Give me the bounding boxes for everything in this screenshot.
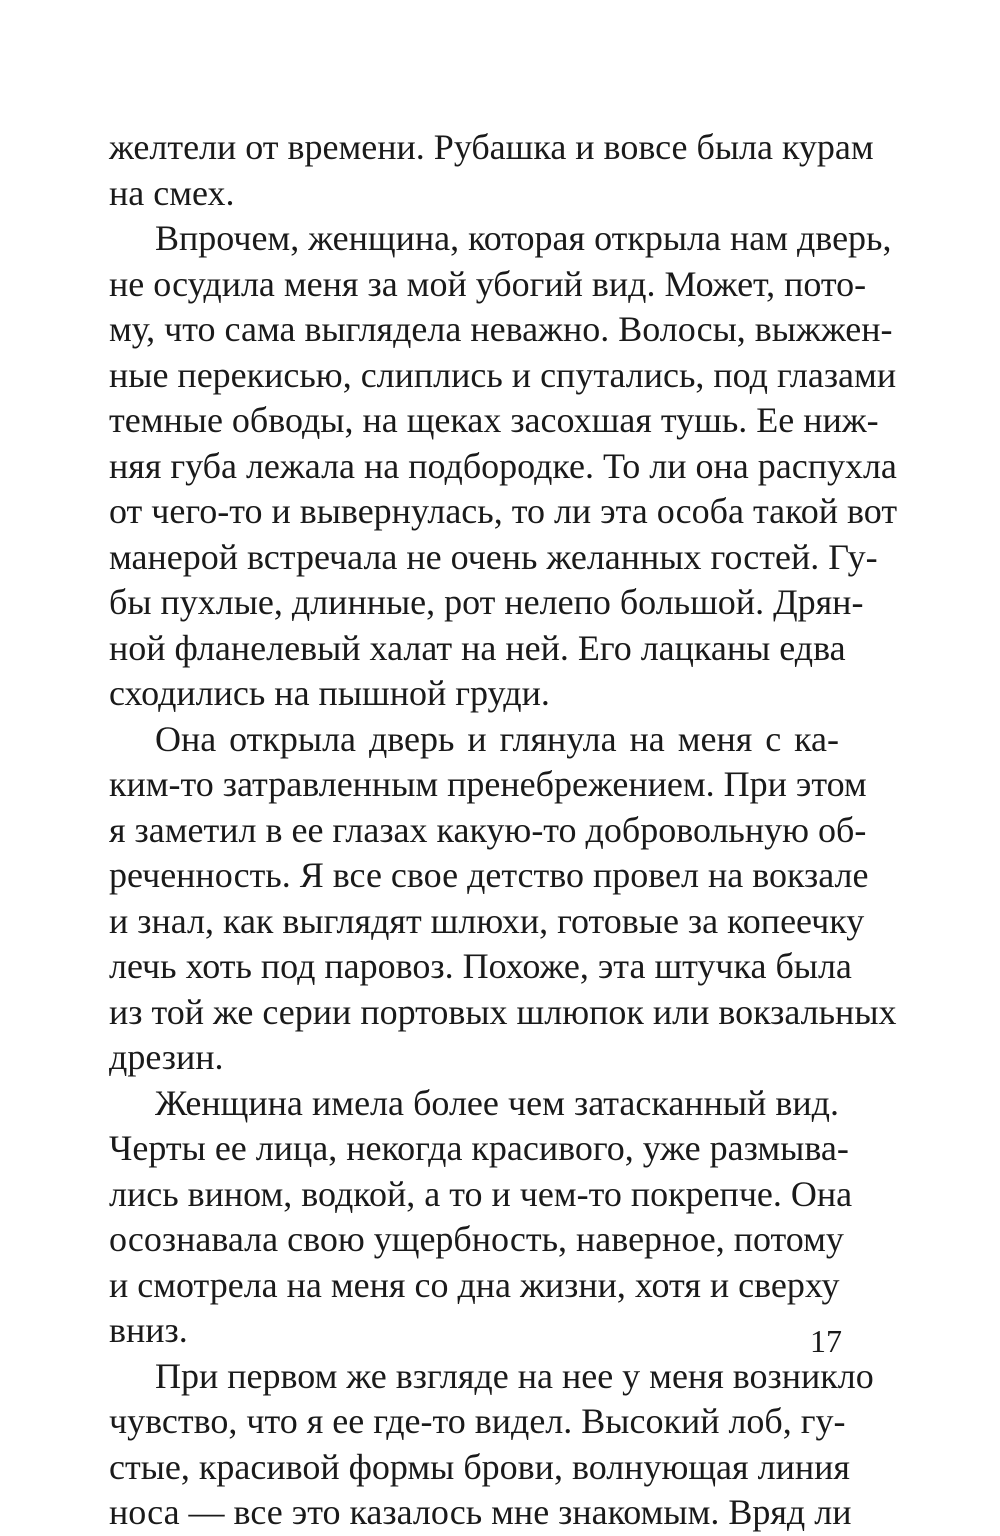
text-line: от чего-то и вывернулась, то ли эта особа такой вот xyxy=(109,491,898,531)
text-line: ким-то затравленным пренебрежением. При этом xyxy=(109,764,867,804)
text-line: манерой встречала не очень желанных гостей. Гу- xyxy=(109,536,878,577)
text-line: и смотрела на меня со дна жизни, хотя и сверху xyxy=(109,1264,840,1305)
text-line: Она открыла дверь и глянула на меня с ка- xyxy=(155,718,839,759)
text-line: При первом же взгляде на нее у меня возникло xyxy=(155,1355,874,1396)
text-line: чувство, что я ее где-то видел. Высокий лоб, гу- xyxy=(109,1401,846,1441)
page-body xyxy=(109,125,898,1536)
text-line: лечь хоть под паровоз. Похоже, эта штучка была xyxy=(109,946,852,986)
text-line: му, что сама выглядела неважно. Волосы, выжжен- xyxy=(109,309,893,349)
text-line: бы пухлые, длинные, рот нелепо большой. Дрян- xyxy=(109,582,864,622)
text-line: желтели от времени. Рубашка и вовсе была курам xyxy=(109,127,874,167)
text-line: не осудила меня за мой убогий вид. Может, пото- xyxy=(109,263,867,304)
text-line: вниз. xyxy=(109,1310,188,1350)
text-line: Женщина имела более чем затасканный вид. xyxy=(155,1082,839,1123)
text-line: осознавала свою ущербность, наверное, потому xyxy=(109,1219,844,1259)
text-line: ной фланелевый халат на ней. Его лацканы едва xyxy=(109,627,846,668)
paragraph xyxy=(109,1354,874,1536)
text-line: Черты ее лица, некогда красивого, уже размыва- xyxy=(109,1128,849,1168)
text-line: сходились на пышной груди. xyxy=(109,673,550,713)
page-number: 17 xyxy=(810,1323,842,1359)
paragraph xyxy=(109,216,898,717)
text-line: реченность. Я все свое детство провел на вокзале xyxy=(109,855,869,895)
text-line: Впрочем, женщина, которая открыла нам дверь, xyxy=(155,218,892,258)
text-line: и знал, как выглядят шлюхи, готовые за копеечку xyxy=(109,900,865,941)
paragraph xyxy=(109,1081,853,1354)
text-line: ные перекисью, слиплись и спутались, под глазами xyxy=(109,354,897,395)
paragraph xyxy=(109,125,874,216)
paragraph xyxy=(109,717,897,1081)
text-line: стые, красивой формы брови, волнующая линия xyxy=(109,1446,850,1487)
text-line: носа — все это казалось мне знакомым. Вряд ли xyxy=(109,1492,852,1532)
text-line: дрезин. xyxy=(109,1037,224,1077)
text-line: лись вином, водкой, а то и чем-то покрепче. Она xyxy=(109,1173,853,1214)
text-line: из той же серии портовых шлюпок или вокзальных xyxy=(109,991,897,1032)
text-line: я заметил в ее глазах какую-то добровольную об- xyxy=(109,809,867,850)
text-line: темные обводы, на щеках засохшая тушь. Ее ниж- xyxy=(109,400,879,440)
text-line: няя губа лежала на подбородке. То ли она распухла xyxy=(109,445,897,486)
text-line: на смех. xyxy=(109,172,235,213)
